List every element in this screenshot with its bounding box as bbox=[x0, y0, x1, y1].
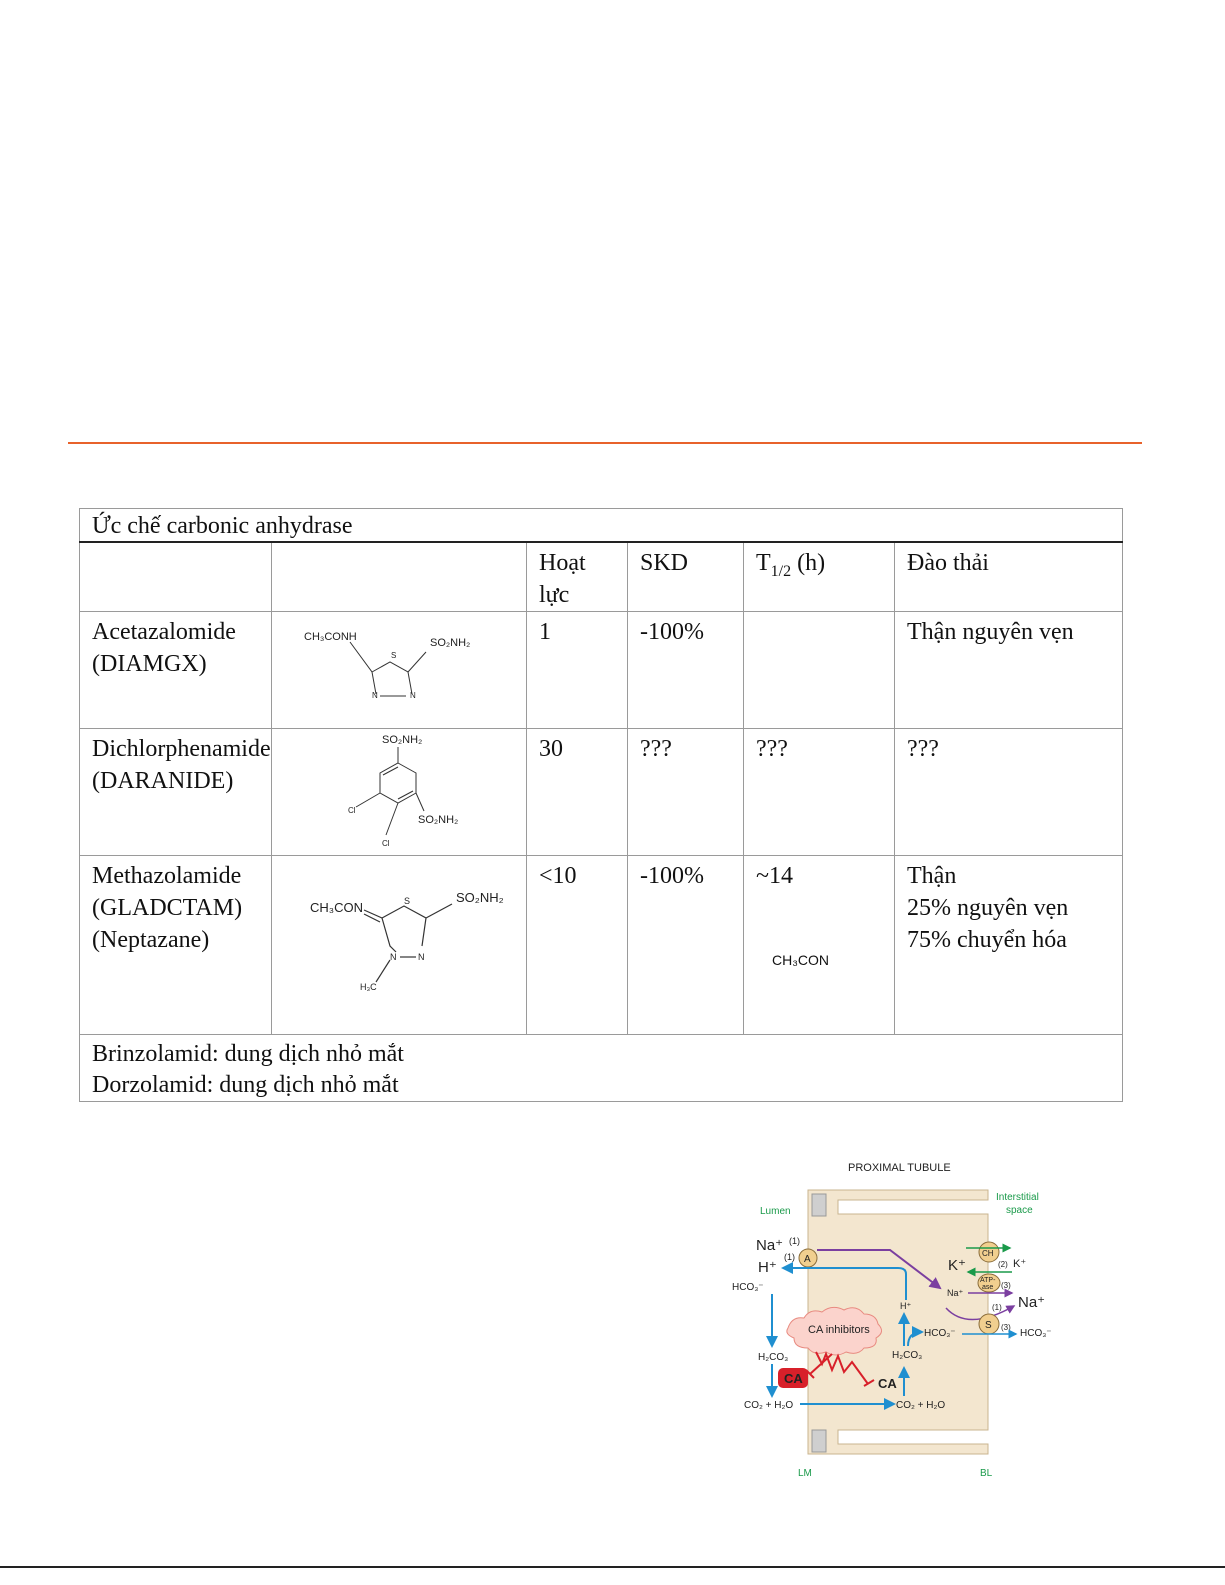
interstitial-label-2: space bbox=[1006, 1205, 1033, 1216]
svg-text:H₃C: H₃C bbox=[360, 982, 377, 992]
table-title: Ức chế carbonic anhydrase bbox=[80, 509, 1123, 543]
drug-name: Acetazalomide (DIAMGX) bbox=[80, 612, 272, 729]
svg-text:SO₂NH₂: SO₂NH₂ bbox=[430, 637, 471, 649]
svg-text:N: N bbox=[390, 952, 397, 962]
svg-text:S: S bbox=[391, 651, 397, 660]
table-footer-row bbox=[80, 1035, 1123, 1102]
na-plus-interstitial: Na⁺ bbox=[1018, 1294, 1046, 1311]
lm-label: LM bbox=[798, 1468, 812, 1479]
svg-text:K⁺: K⁺ bbox=[1013, 1258, 1027, 1270]
elimination: ??? bbox=[895, 729, 1123, 856]
elimination: Thận nguyên vẹn bbox=[895, 612, 1123, 729]
svg-text:SO₂NH₂: SO₂NH₂ bbox=[382, 734, 423, 746]
structure-dichlorphenamide bbox=[272, 729, 527, 856]
header-empty-2 bbox=[272, 542, 527, 612]
svg-text:Cl: Cl bbox=[382, 839, 390, 848]
methazolamide-structure-svg bbox=[272, 856, 527, 1034]
svg-text:CA: CA bbox=[784, 1371, 803, 1386]
half-life: ??? bbox=[744, 729, 895, 856]
header-bioavailability: SKD bbox=[628, 542, 744, 612]
table-row bbox=[80, 612, 1123, 729]
half-life-note: CH₃CON bbox=[772, 952, 830, 968]
half-life: ~14 bbox=[756, 863, 793, 889]
svg-text:(1): (1) bbox=[784, 1252, 795, 1262]
svg-text:Cl: Cl bbox=[348, 806, 356, 815]
tight-junction-top bbox=[812, 1194, 826, 1216]
potency: 30 bbox=[527, 729, 628, 856]
header-half-life: $T_{1/2}$ (h) bbox=[744, 542, 895, 612]
bioavailability: ??? bbox=[628, 729, 744, 856]
header-empty-1 bbox=[80, 542, 272, 612]
hco3-lumen: HCO₃⁻ bbox=[732, 1282, 764, 1293]
svg-text:CA inhibitors: CA inhibitors bbox=[808, 1324, 870, 1336]
h-plus-cell: H⁺ bbox=[900, 1301, 912, 1311]
svg-text:(3): (3) bbox=[1001, 1323, 1011, 1332]
potency: 1 bbox=[527, 612, 628, 729]
diagram-title: PROXIMAL TUBULE bbox=[848, 1162, 951, 1174]
section-divider-orange bbox=[68, 442, 1142, 444]
dichlorphenamide-structure-svg bbox=[272, 729, 527, 855]
elimination: Thận 25% nguyên vẹn 75% chuyển hóa bbox=[895, 856, 1123, 1035]
h2co3-cell: H₂CO₃ bbox=[892, 1350, 923, 1361]
svg-text:Na⁺: Na⁺ bbox=[947, 1288, 964, 1298]
drug-name: Dichlorphenamide (DARANIDE) bbox=[80, 729, 272, 856]
h2co3-lumen: H₂CO₃ bbox=[758, 1352, 789, 1363]
svg-text:N: N bbox=[410, 691, 416, 700]
svg-text:S: S bbox=[404, 896, 411, 906]
svg-text:(2): (2) bbox=[998, 1260, 1008, 1269]
table-footer-notes: Brinzolamid: dung dịch nhỏ mắt Dorzolamid: dung dịch nhỏ mắt bbox=[80, 1035, 1123, 1102]
svg-text:(1): (1) bbox=[789, 1236, 800, 1246]
svg-text:N: N bbox=[372, 691, 378, 700]
h-plus-lumen: H⁺ bbox=[758, 1259, 777, 1276]
svg-text:CH₃CON: CH₃CON bbox=[310, 900, 363, 915]
ca-cell-label: CA bbox=[878, 1376, 897, 1391]
half-life bbox=[744, 612, 895, 729]
svg-text:(1): (1) bbox=[992, 1303, 1002, 1312]
page-bottom-rule bbox=[0, 1566, 1225, 1568]
co2-h2o-cell: CO₂ + H₂O bbox=[896, 1400, 946, 1411]
table-title-row bbox=[80, 509, 1123, 543]
table-row bbox=[80, 729, 1123, 856]
table-row bbox=[80, 856, 1123, 1035]
hco3-interstitial: HCO₃⁻ bbox=[1020, 1328, 1052, 1339]
carbonic-anhydrase-table bbox=[79, 508, 1123, 1102]
header-potency: Hoạt lực bbox=[527, 542, 628, 612]
structure-acetazolamide bbox=[272, 612, 527, 729]
svg-text:N: N bbox=[418, 952, 425, 962]
proximal-tubule-diagram bbox=[728, 1158, 1068, 1483]
bioavailability: -100% bbox=[628, 612, 744, 729]
half-life-cell bbox=[744, 856, 895, 1035]
tight-junction-bottom bbox=[812, 1430, 826, 1452]
hco3-cell: HCO₃⁻ bbox=[924, 1328, 956, 1339]
structure-methazolamide bbox=[272, 856, 527, 1035]
bl-label: BL bbox=[980, 1468, 993, 1479]
potency: <10 bbox=[527, 856, 628, 1035]
svg-text:ATP-: ATP- bbox=[980, 1277, 996, 1284]
svg-text:SO₂NH₂: SO₂NH₂ bbox=[418, 814, 459, 826]
na-plus-lumen: Na⁺ bbox=[756, 1237, 784, 1254]
drug-name: Methazolamide (GLADCTAM) (Neptazane) bbox=[80, 856, 272, 1035]
co2-h2o-lumen: CO₂ + H₂O bbox=[744, 1400, 794, 1411]
svg-text:ase: ase bbox=[982, 1284, 994, 1291]
lumen-label: Lumen bbox=[760, 1206, 791, 1217]
svg-text:S: S bbox=[985, 1320, 992, 1331]
svg-text:SO₂NH₂: SO₂NH₂ bbox=[456, 890, 504, 905]
table-header-row bbox=[80, 542, 1123, 612]
svg-text:(3): (3) bbox=[1001, 1281, 1011, 1290]
acetazolamide-structure-svg bbox=[272, 612, 527, 728]
bioavailability: -100% bbox=[628, 856, 744, 1035]
header-elimination: Đào thải bbox=[895, 542, 1123, 612]
interstitial-label: Interstitial bbox=[996, 1192, 1039, 1203]
svg-text:CH: CH bbox=[982, 1249, 994, 1258]
k-plus-cell: K⁺ bbox=[948, 1257, 966, 1274]
svg-text:CH₃CONH: CH₃CONH bbox=[304, 631, 357, 643]
svg-text:A: A bbox=[804, 1254, 811, 1265]
